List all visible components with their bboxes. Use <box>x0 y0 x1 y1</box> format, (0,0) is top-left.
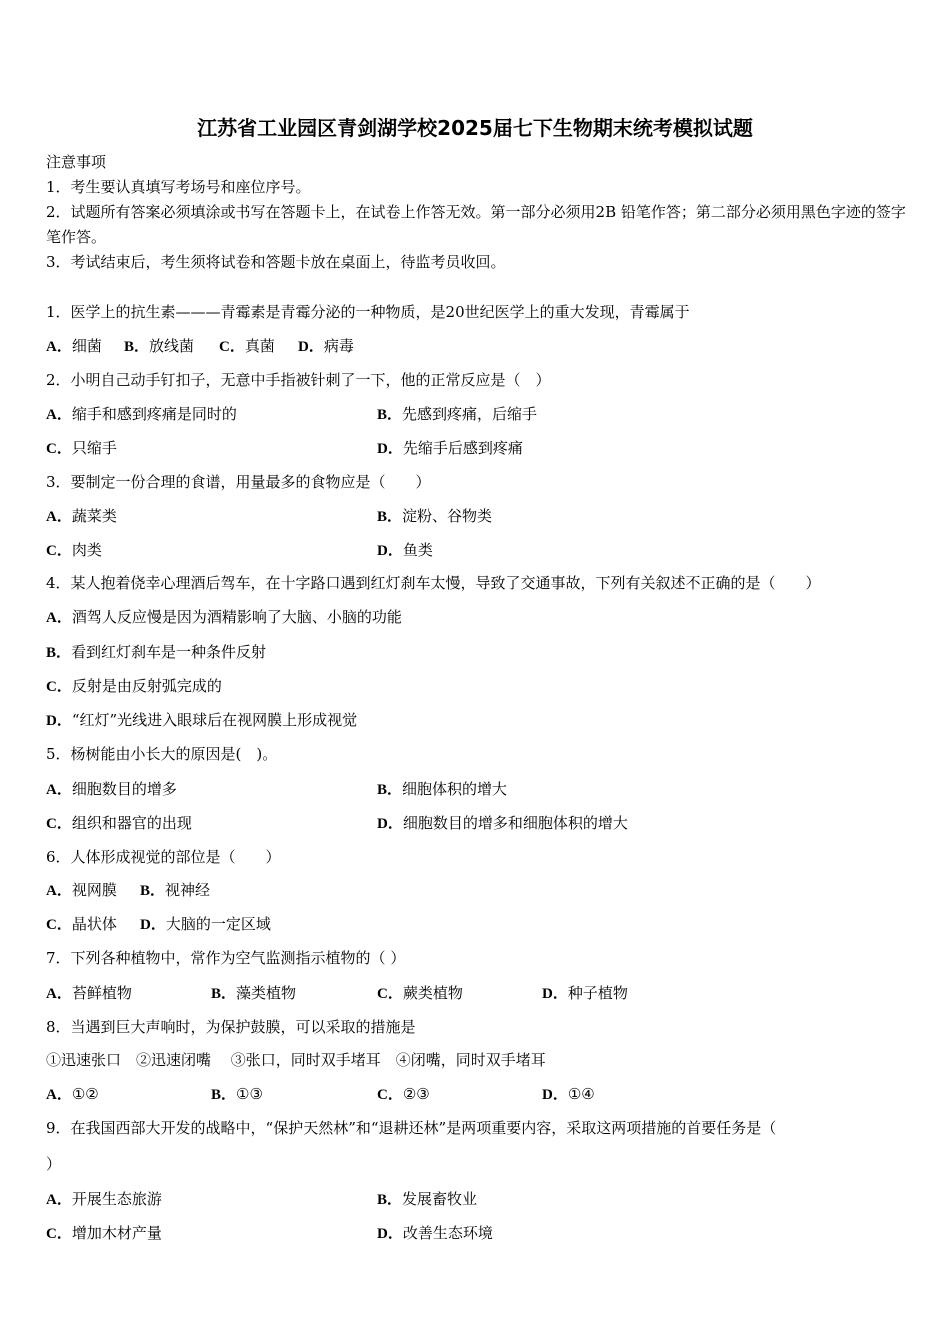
option-d: D．改善生态环境 <box>377 1224 493 1242</box>
option-d: D．细胞数目的增多和细胞体积的增大 <box>377 814 628 832</box>
option-a: A．①② <box>46 1085 99 1103</box>
option-b: B．视神经 <box>140 881 211 899</box>
option-d: D．①④ <box>542 1085 595 1103</box>
notice-item: 2．试题所有答案必须填涂或书写在答题卡上，在试卷上作答无效。第一部分必须用2B 铅笔作答；第二部分必须用黑色字迹的签字笔作答。 <box>46 203 906 246</box>
notice-heading: 注意事项 <box>46 153 107 171</box>
question-5-options-row2 <box>46 812 916 834</box>
option-a: A．缩手和感到疼痛是同时的 <box>46 405 237 423</box>
question-3-options-row1 <box>46 505 916 527</box>
question-9-stem-continued: ） <box>46 1155 62 1173</box>
option-b: B．①③ <box>211 1085 263 1103</box>
option-c: C．增加木材产量 <box>46 1224 162 1242</box>
question-4-stem: 4．某人抱着侥幸心理酒后驾车，在十字路口遇到红灯刹车太慢，导致了交通事故，下列有关叙述不正确的是（ ） <box>46 574 821 592</box>
option-c: C．晶状体 <box>46 915 117 933</box>
option-d: D．先缩手后感到疼痛 <box>377 439 523 457</box>
question-3-stem: 3．要制定一份合理的食谱，用量最多的食物应是（ ） <box>46 473 431 491</box>
question-9-options-row2 <box>46 1222 916 1244</box>
option-c: C．蕨类植物 <box>377 984 463 1002</box>
notice-item: 1．考生要认真填写考场号和座位序号。 <box>46 178 311 196</box>
page-title: 江苏省工业园区青剑湖学校2025届七下生物期末统考模拟试题 <box>197 116 753 140</box>
question-1-options <box>46 335 916 357</box>
option-a: A．视网膜 <box>46 881 117 899</box>
question-9-stem: 9．在我国西部大开发的战略中，“保护天然林”和“退耕还林”是两项重要内容，采取这两项措施的首要任务是（ <box>46 1119 777 1137</box>
option-c: C．肉类 <box>46 541 102 559</box>
question-3-options-row2 <box>46 539 916 561</box>
option-d: D．“红灯”光线进入眼球后在视网膜上形成视觉 <box>46 711 358 729</box>
question-5-options-row1 <box>46 778 916 800</box>
question-4-option-c <box>46 675 916 697</box>
option-a: A．蔬菜类 <box>46 507 117 525</box>
question-5-stem: 5．杨树能由小长大的原因是( )。 <box>46 745 278 763</box>
option-b: B．细胞体积的增大 <box>377 780 508 798</box>
question-4-option-a <box>46 606 916 628</box>
option-a: A．细胞数目的增多 <box>46 780 177 798</box>
question-4-option-b <box>46 641 916 663</box>
option-c: C．组织和器官的出现 <box>46 814 192 832</box>
option-d: D．病毒 <box>298 337 354 355</box>
option-b: B．看到红灯刹车是一种条件反射 <box>46 643 267 661</box>
question-1-stem: 1．医学上的抗生素———青霉素是青霉分泌的一种物质，是20世纪医学上的重大发现，青霉属于 <box>46 303 690 321</box>
question-9-options-row1 <box>46 1188 916 1210</box>
option-c: C．只缩手 <box>46 439 117 457</box>
option-b: B．发展畜牧业 <box>377 1190 478 1208</box>
question-8-stem: 8．当遇到巨大声响时，为保护鼓膜，可以采取的措施是 <box>46 1018 416 1036</box>
option-b: B．先感到疼痛，后缩手 <box>377 405 538 423</box>
question-6-options-row2 <box>46 913 916 935</box>
option-c: C．反射是由反射弧完成的 <box>46 677 222 695</box>
option-b: B．淀粉、谷物类 <box>377 507 493 525</box>
question-2-options-row1 <box>46 403 916 425</box>
question-2-options-row2 <box>46 437 916 459</box>
question-7-options <box>46 982 916 1004</box>
question-6-options-row1 <box>46 879 916 901</box>
question-8-choices: ①迅速张口 ②迅速闭嘴 ③张口，同时双手堵耳 ④闭嘴，同时双手堵耳 <box>46 1051 546 1069</box>
question-4-option-d <box>46 709 916 731</box>
option-d: D．鱼类 <box>377 541 433 559</box>
option-a: A．苔鲜植物 <box>46 984 132 1002</box>
question-8-options <box>46 1083 916 1105</box>
option-d: D．种子植物 <box>542 984 628 1002</box>
notice-item: 3．考试结束后，考生须将试卷和答题卡放在桌面上，待监考员收回。 <box>46 253 506 271</box>
option-c: C．②③ <box>377 1085 430 1103</box>
option-a: A．开展生态旅游 <box>46 1190 162 1208</box>
notice-section <box>46 150 916 275</box>
option-a: A．细菌 <box>46 337 102 355</box>
question-6-stem: 6．人体形成视觉的部位是（ ） <box>46 848 281 866</box>
option-b: B．藻类植物 <box>211 984 297 1002</box>
option-a: A．酒驾人反应慢是因为酒精影响了大脑、小脑的功能 <box>46 608 402 626</box>
question-2-stem: 2．小明自己动手钉扣子，无意中手指被针刺了一下，他的正常反应是（ ） <box>46 371 551 389</box>
option-b: B．放线菌 <box>124 337 195 355</box>
option-c: C．真菌 <box>219 337 275 355</box>
question-7-stem: 7．下列各种植物中，常作为空气监测指示植物的（ ） <box>46 949 406 967</box>
option-d: D．大脑的一定区域 <box>140 915 271 933</box>
